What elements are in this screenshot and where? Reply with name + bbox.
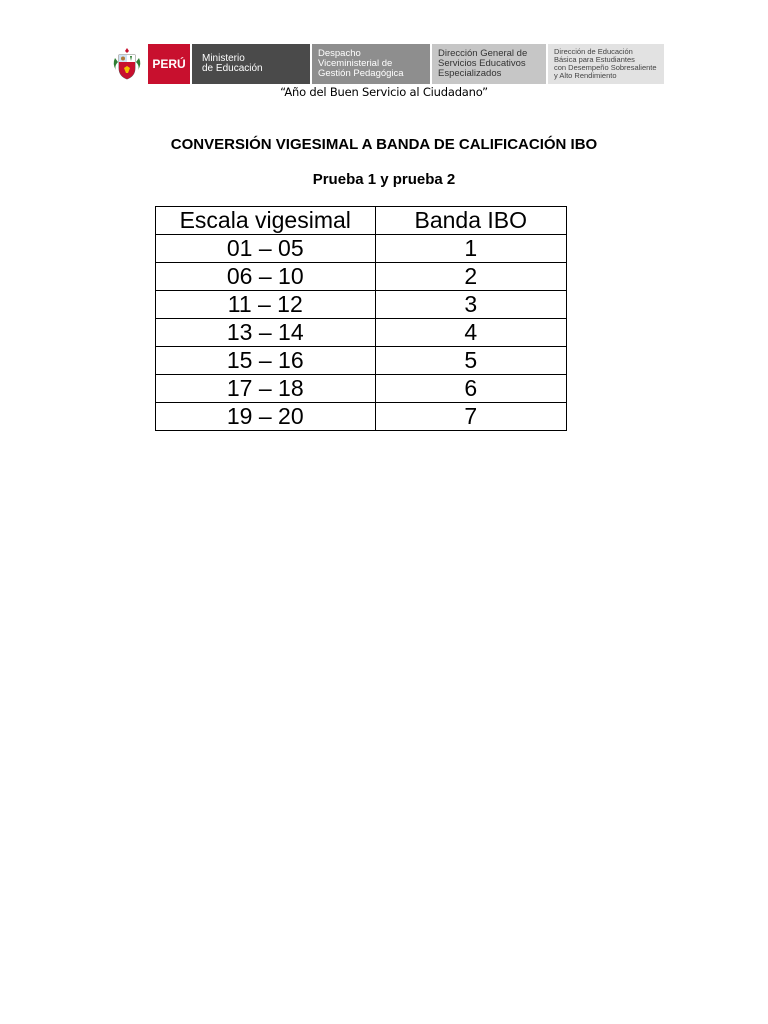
direccion-general-line-2: Servicios Educativos — [438, 58, 526, 69]
direccion-ebr-line-3: con Desempeño Sobresaliente — [554, 63, 657, 72]
table-row — [156, 375, 567, 403]
table-row — [156, 235, 567, 263]
document-title: CONVERSIÓN VIGESIMAL A BANDA DE CALIFICACIÓN IBO — [170, 136, 598, 153]
direccion-ebr-line-4: y Alto Rendimiento — [554, 71, 617, 80]
cell-banda: 1 — [375, 235, 567, 263]
national-coat-of-arms-icon — [110, 44, 144, 84]
cell-banda: 6 — [375, 375, 567, 403]
cell-banda: 7 — [375, 403, 567, 431]
institutional-header — [110, 44, 664, 84]
table-row — [156, 291, 567, 319]
cell-escala: 13 – 14 — [156, 319, 376, 347]
direccion-ebr-block — [548, 44, 664, 84]
cell-banda: 3 — [375, 291, 567, 319]
header-escala-vigesimal: Escala vigesimal — [156, 207, 376, 235]
direccion-ebr-line-2: Básica para Estudiantes — [554, 55, 635, 64]
header-banda-ibo: Banda IBO — [375, 207, 567, 235]
cell-escala: 15 – 16 — [156, 347, 376, 375]
direccion-ebr-line-1: Dirección de Educación — [554, 47, 633, 56]
table-row — [156, 319, 567, 347]
direccion-general-line-1: Dirección General de — [438, 48, 528, 59]
despacho-line-1: Despacho — [318, 48, 361, 59]
despacho-line-2: Viceministerial de — [318, 58, 393, 69]
direccion-general-block — [432, 44, 546, 84]
cell-escala: 06 – 10 — [156, 263, 376, 291]
table-row — [156, 263, 567, 291]
despacho-line-3: Gestión Pedagógica — [318, 68, 404, 79]
despacho-block — [312, 44, 430, 84]
ministerio-line-1: Ministerio — [202, 53, 245, 64]
cell-banda: 5 — [375, 347, 567, 375]
year-motto: “Año del Buen Servicio al Ciudadano” — [280, 85, 488, 99]
document-subtitle: Prueba 1 y prueba 2 — [312, 171, 456, 188]
peru-brand-block — [148, 44, 190, 84]
table-header-row — [156, 207, 567, 235]
table-row — [156, 347, 567, 375]
cell-banda: 2 — [375, 263, 567, 291]
cell-banda: 4 — [375, 319, 567, 347]
cell-escala: 01 – 05 — [156, 235, 376, 263]
peru-label: PERÚ — [152, 57, 186, 71]
cell-escala: 11 – 12 — [156, 291, 376, 319]
cell-escala: 17 – 18 — [156, 375, 376, 403]
ministerio-line-2: de Educación — [202, 63, 263, 74]
conversion-table — [155, 206, 567, 431]
direccion-general-line-3: Especializados — [438, 68, 502, 79]
cell-escala: 19 – 20 — [156, 403, 376, 431]
ministerio-block — [192, 44, 310, 84]
table-row — [156, 403, 567, 431]
